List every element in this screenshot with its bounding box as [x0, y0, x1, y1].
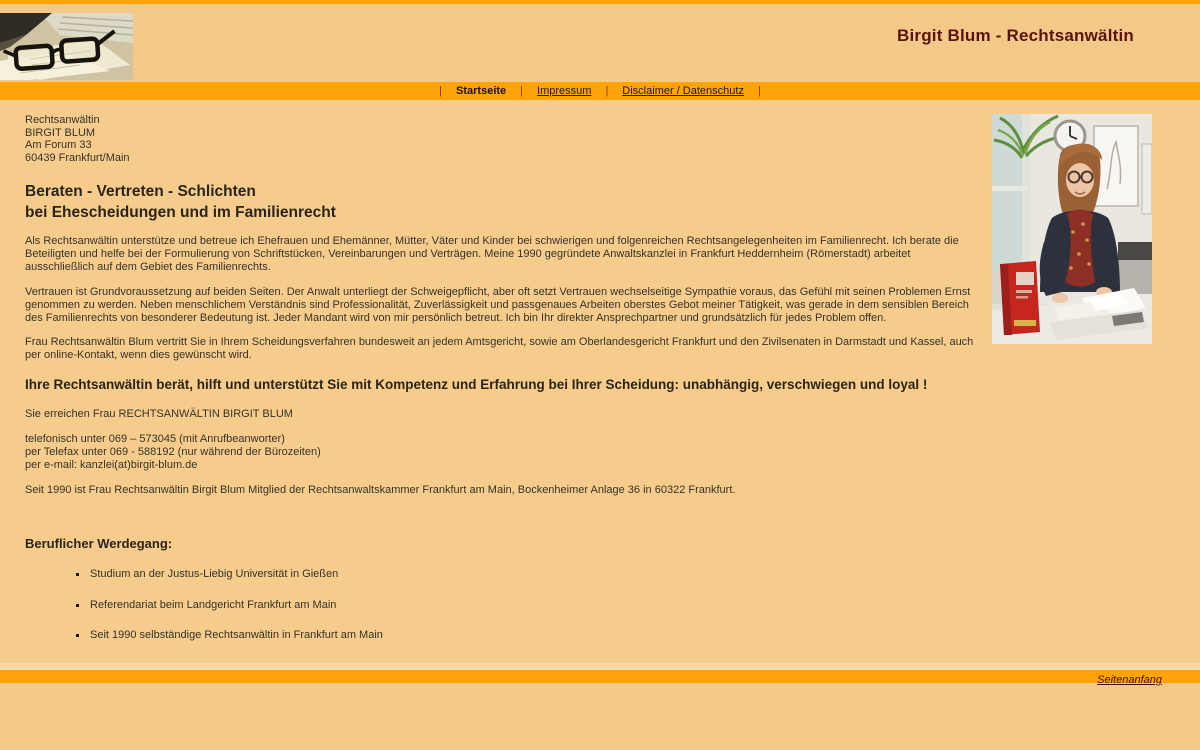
contact-phone: telefonisch unter 069 – 573045 (mit Anrufbeanworter) [25, 432, 285, 445]
nav-separator: | [439, 85, 443, 97]
address-city: 60439 Frankfurt/Main [25, 151, 130, 164]
career-item: ▪ Studium an der Justus-Liebig Universität in Gießen [88, 568, 1200, 581]
contact-fax: per Telefax unter 069 - 588192 (nur während der Bürozeiten) [25, 445, 321, 458]
career-list [88, 568, 1200, 642]
header [0, 4, 1200, 82]
contact-intro: Sie erreichen Frau RECHTSANWÄLTIN BIRGIT BLUM [25, 407, 293, 420]
address-street: Am Forum 33 [25, 139, 92, 152]
trust-paragraph: Vertrauen ist Grundvoraussetzung auf beiden Seiten. Der Anwalt unterliegt der Schweigepflicht, aber oft setzt Vertrauen wechselseitige Sympathie voraus, das Gefühl mit seinen Problemen Ernst genommen zu werden. Neben menschlichem Verständnis sind Professionalität, Zuverlässigkeit und passgenaues Arbeiten oberstes Gebot meiner Tätigkeit, was gerade in dem sensiblen Bereich des Familienrechts von besonderer Bedeutung ist. Jeder Mandant wird von mir persönlich betreut. Ich bin Ihr direkter Ansprechpartner und grundsätzlich für jedes Problem offen. [25, 286, 971, 324]
career-item: ▪ Seit 1990 selbständige Rechtsanwältin in Frankfurt am Main [88, 629, 1200, 642]
main-navigation [0, 82, 1200, 100]
back-to-top-link[interactable]: Seitenanfang [1097, 674, 1162, 686]
nav-item-impressum[interactable]: Impressum [537, 85, 592, 97]
main-heading-line2: bei Ehescheidungen und im Familienrecht [25, 204, 336, 222]
intro-paragraph: Als Rechtsanwältin unterstütze und betreue ich Ehefrauen und Ehemänner, Mütter, Väter und Kinder bei schwierigen und folgenreichen Rechtsangelegenheiten im Familienrecht. Ich berate die Beteiligten und helfe bei der Formulierung von Schriftstücken, Vereinbarungen und Verträgen. Meine 1990 gegründete Anwaltskanzlei in Frankfurt Heddernheim (Römerstadt) arbeitet ausschließlich auf dem Gebiet des Familienrechts. [25, 235, 959, 274]
contact-details [25, 433, 1200, 472]
nav-separator: | [605, 85, 609, 97]
main-heading-line1: Beraten - Vertreten - Schlichten [25, 183, 256, 201]
address-name: BIRGIT BLUM [25, 126, 96, 139]
career-item: ▪ Referendariat beim Landgericht Frankfurt am Main [88, 599, 1200, 612]
membership-paragraph: Seit 1990 ist Frau Rechtsanwältin Birgit Blum Mitglied der Rechtsanwaltskammer Frankfurt am Main, Bockenheimer Anlage 36 in 60322 Frankfurt. [25, 483, 736, 496]
nav-separator: | [757, 85, 761, 97]
address-role: Rechtsanwältin [25, 114, 100, 126]
pre-footer-strip [0, 663, 1200, 670]
nav-separator: | [520, 85, 524, 97]
emphasis-statement: Ihre Rechtsanwältin berät, hilft und unterstützt Sie mit Kompetenz und Erfahrung bei Ihrer Scheidung: unabhängig, verschwiegen und loyal ! [25, 376, 928, 392]
representation-paragraph: Frau Rechtsanwältin Blum vertritt Sie in Ihrem Scheidungsverfahren bundesweit an jedem Amtsgericht, sowie am Oberlandesgericht Frankfurt und den Zivilsenaten in Darmstadt und Kassel, auch per online-Kontakt, wenn dies gewünscht wird. [25, 335, 974, 361]
page-title: Birgit Blum - Rechtsanwältin [896, 26, 1134, 45]
glasses-on-documents-photo [0, 13, 133, 80]
nav-item-startseite[interactable]: Startseite [456, 85, 507, 97]
nav-item-disclaimer-datenschutz[interactable]: Disclaimer / Datenschutz [622, 85, 744, 97]
contact-email: per e-mail: kanzlei(at)birgit-blum.de [25, 458, 198, 471]
career-heading: Beruflicher Werdegang: [25, 536, 173, 552]
footer-bar [0, 670, 1200, 686]
lawyer-portrait-photo [992, 114, 1152, 344]
